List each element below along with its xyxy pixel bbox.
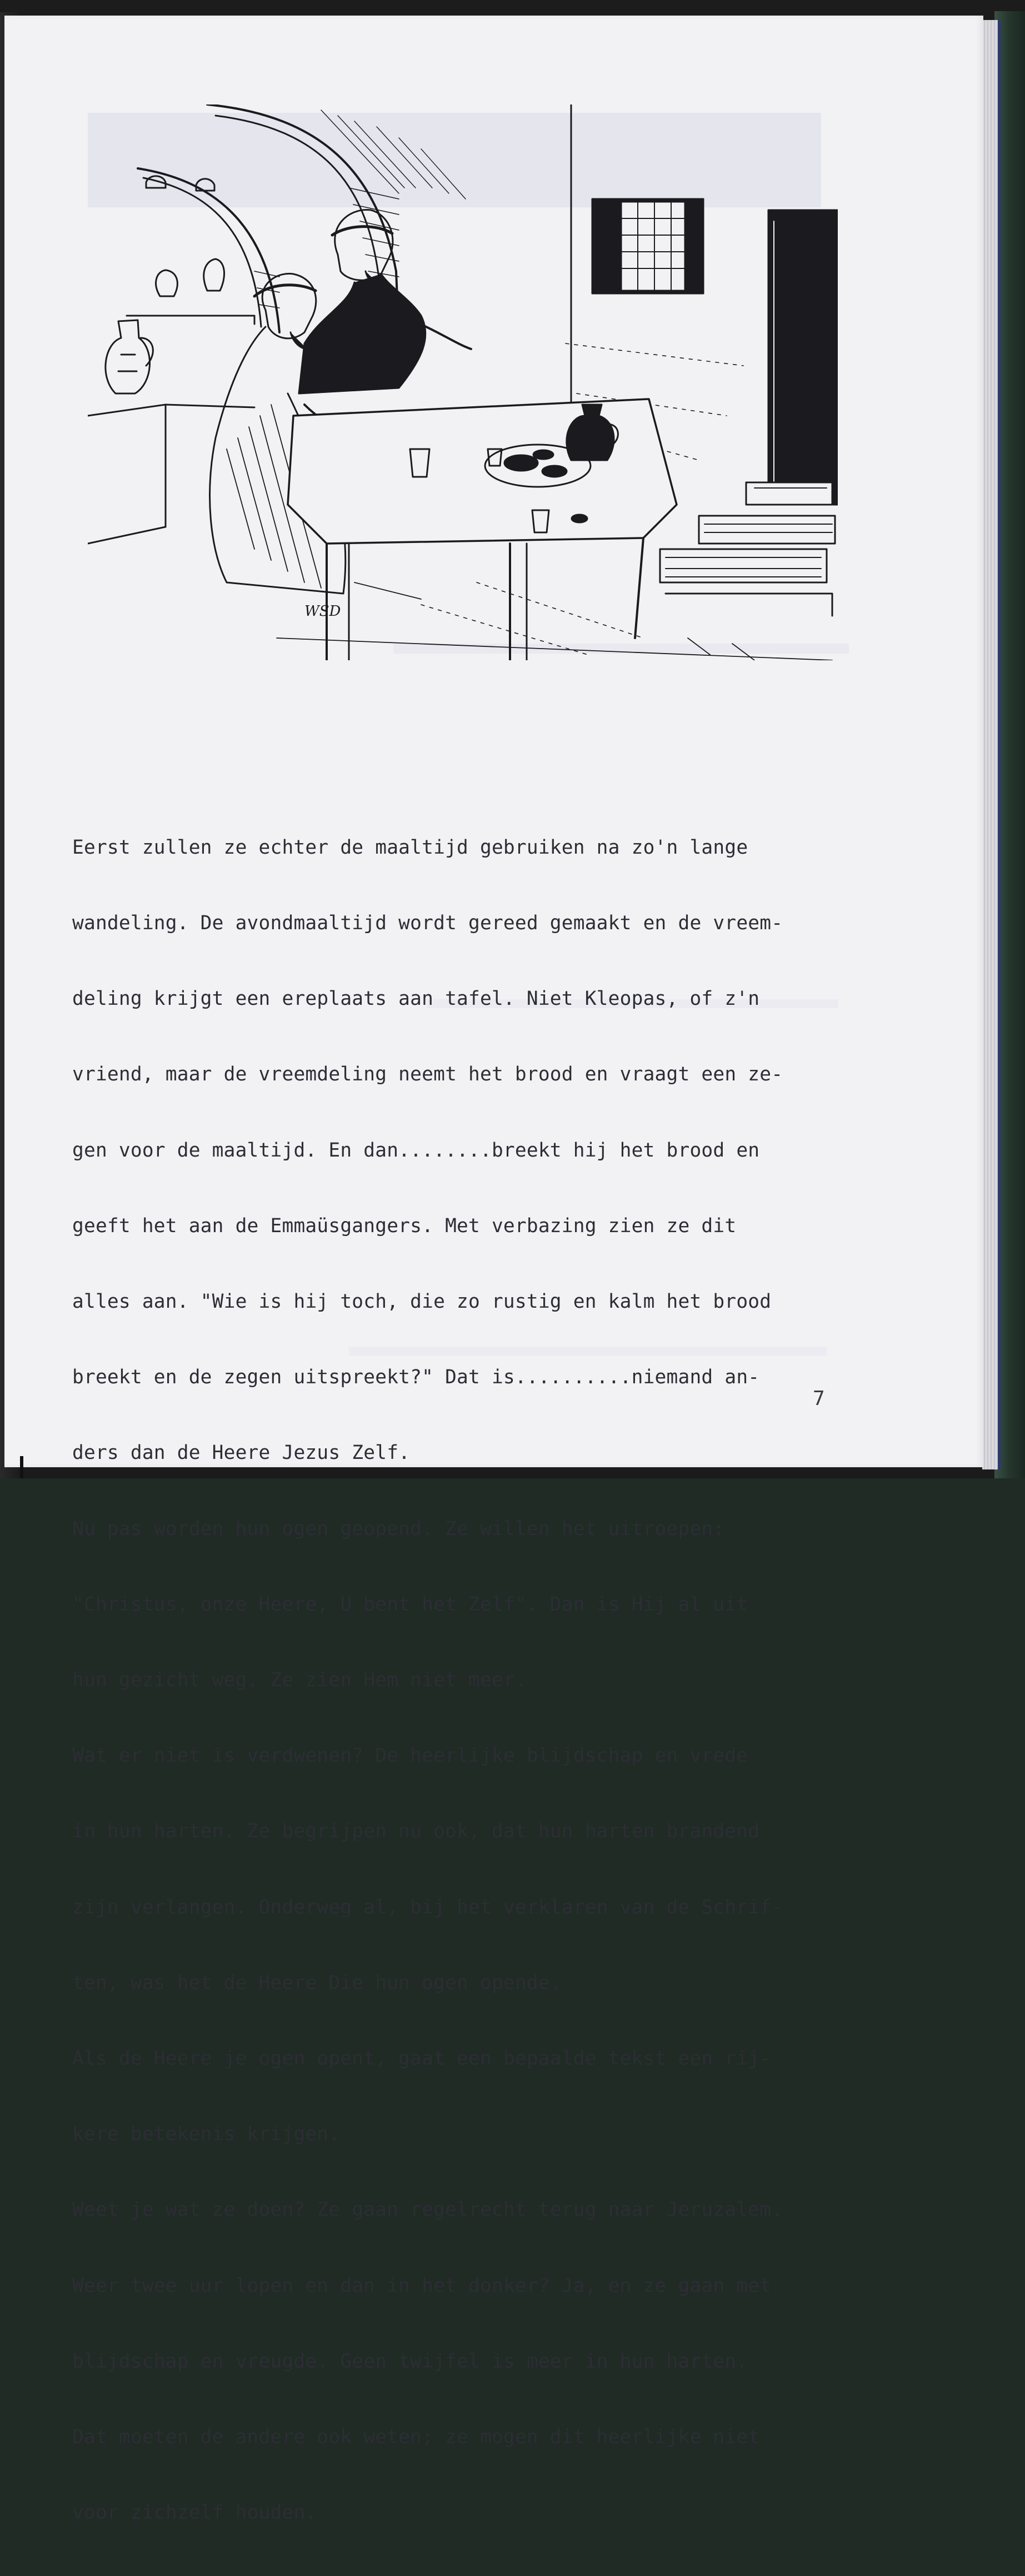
text-line: alles aan. "Wie is hij toch, die zo rustig en kalm het brood	[72, 1291, 772, 1313]
text-line: wandeling. De avondmaaltijd wordt gereed gemaakt en de vreem-	[72, 912, 783, 935]
text-line: Wat er niet is verdwenen? De heerlijke blijdschap en vrede	[72, 1745, 748, 1767]
text-line: "Christus, onze Heere, U bent het Zelf". Dan is Hij al uit	[72, 1593, 748, 1616]
text-line: zijn verlangen. Onderweg al, bij het verklaren van de Schrif-	[72, 1896, 783, 1919]
page-number: 7	[813, 1387, 825, 1410]
scan-top-edge	[0, 0, 1025, 12]
text-line: hun gezicht weg. Ze zien Hem niet meer.	[72, 1669, 527, 1692]
text-line: Als de Heere je ogen opent, gaat een bepaalde tekst een rij-	[72, 2047, 772, 2070]
text-line: deling krijgt een ereplaats aan tafel. Niet Kleopas, of z'n	[72, 988, 760, 1010]
text-line: geeft het aan de Emmaüsgangers. Met verbazing zien ze dit	[72, 1214, 737, 1237]
doorway	[768, 210, 838, 505]
text-line: Nu pas worden hun ogen geopend. Ze willen het uitroepen:	[72, 1517, 725, 1540]
steps	[660, 482, 835, 616]
window	[592, 199, 703, 293]
artist-signature: WSD	[304, 603, 341, 620]
text-line: blijdschap en vreugde. Geen twijfel is meer in hun harten.	[72, 2350, 748, 2373]
shelf-and-jugs	[106, 176, 254, 393]
text-line: breekt en de zegen uitspreekt?" Dat is..........niemand an-	[72, 1366, 760, 1389]
text-line: kere betekenis krijgen.	[72, 2123, 341, 2146]
figure-man-seated-back	[299, 210, 471, 393]
text-line: Weet je wat ze doen? Ze gaan regelrecht terug naar Jeruzalem.	[72, 2199, 783, 2221]
ink-drawing	[88, 104, 838, 660]
scan-artifact	[20, 1456, 23, 1478]
book-page	[4, 16, 983, 2524]
vault-arches	[138, 104, 466, 338]
text-line: Dat moeten de andere ook weten; ze mogen dit heerlijke niet	[72, 2426, 760, 2449]
page-stack-edge	[982, 20, 1001, 1469]
text-line: gen voor de maaltijd. En dan........breekt hij het brood en	[72, 1139, 760, 1162]
text-line: vriend, maar de vreemdeling neemt het brood en vraagt een ze-	[72, 1063, 783, 1086]
text-line: voor zichzelf houden.	[72, 2502, 317, 2524]
table	[288, 399, 677, 660]
emmaus-meal-illustration	[88, 104, 838, 660]
text-line: Weer twee uur lopen en dan in het donker? Ja, en ze gaan met	[72, 2274, 772, 2297]
text-line: ders dan de Heere Jezus Zelf.	[72, 1442, 411, 1464]
text-line: in hun harten. Ze begrijpen nu ook, dat hun harten brandend	[72, 1820, 760, 1843]
text-line: ten, was het de Heere Die hun ogen opende.	[72, 1971, 562, 1994]
story-text	[72, 785, 939, 2576]
text-line: Eerst zullen ze echter de maaltijd gebruiken na zo'n lange	[72, 836, 748, 859]
